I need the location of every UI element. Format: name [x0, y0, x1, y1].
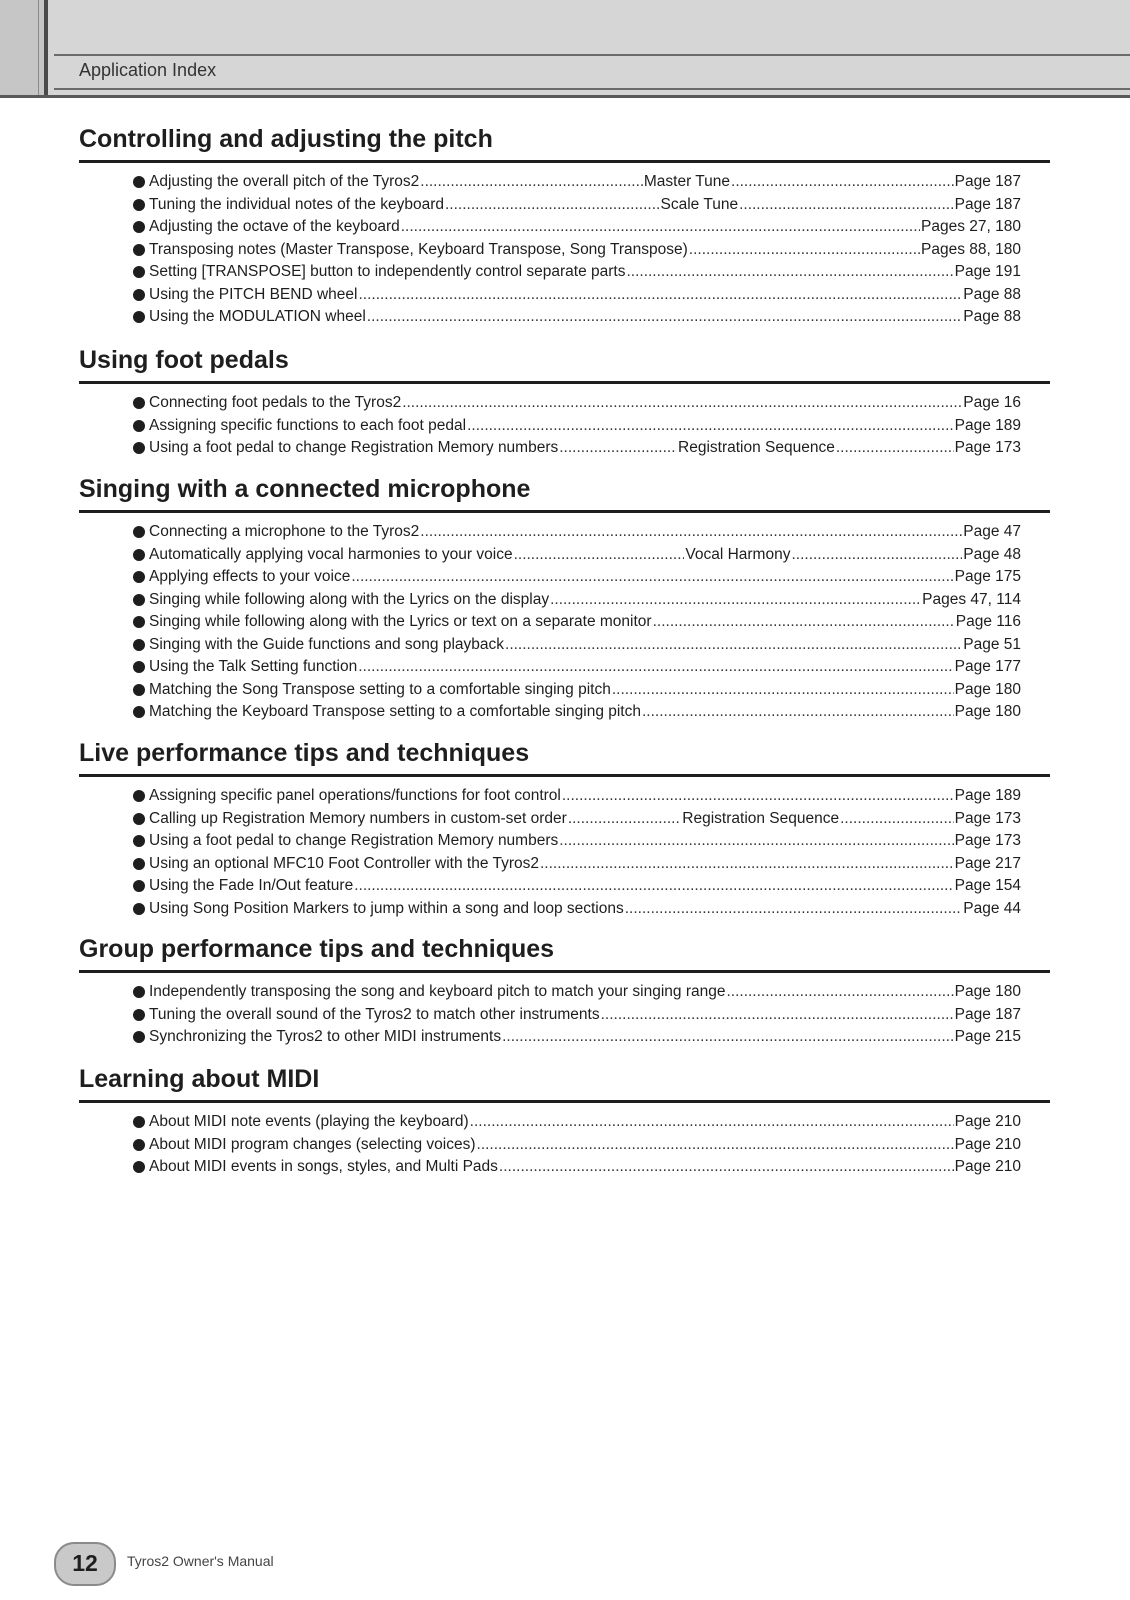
- leader-dots: [726, 981, 953, 1004]
- entry-text: Tuning the overall sound of the Tyros2 to match other instruments: [149, 1005, 600, 1023]
- section-title: Controlling and adjusting the pitch: [79, 125, 493, 153]
- index-entry: [133, 830, 1021, 853]
- index-entry: [133, 1156, 1021, 1179]
- entry-text: Assigning specific functions to each foot pedal: [149, 416, 467, 434]
- page-reference: Page 180: [954, 680, 1021, 698]
- entry-text: Independently transposing the song and keyboard pitch to match your singing range: [149, 983, 726, 1000]
- entry-text: Using a foot pedal to change Registration Memory numbers: [149, 832, 559, 849]
- leader-dots: [689, 239, 920, 262]
- entry-text: Using an optional MFC10 Foot Controller with the Tyros2: [149, 854, 539, 872]
- bullet-icon: [133, 176, 145, 188]
- entry-text: Connecting foot pedals to the Tyros2: [149, 394, 402, 411]
- bullet-icon: [133, 266, 145, 278]
- leader-dots: [467, 415, 954, 438]
- leader-dots: [626, 261, 953, 284]
- page-reference: Page 47: [963, 523, 1021, 540]
- bullet-icon: [133, 706, 145, 718]
- index-list: [79, 392, 1050, 460]
- bullet-icon: [133, 639, 145, 651]
- leader-dots: [731, 171, 954, 194]
- bullet-icon: [133, 549, 145, 561]
- index-list: [79, 171, 1050, 329]
- page-number-badge: [54, 1542, 116, 1586]
- bullet-icon: [133, 1161, 145, 1173]
- index-entry: [133, 392, 1021, 415]
- index-section: [79, 1064, 1050, 1179]
- entry-reference: Registration Sequence: [682, 809, 840, 827]
- header-tab-inner-rule: [0, 0, 39, 95]
- leader-dots: [499, 1156, 954, 1179]
- entry-text: Calling up Registration Memory numbers in custom-set order: [149, 809, 567, 827]
- page-reference: Pages 47, 114: [922, 590, 1021, 608]
- leader-dots: [358, 284, 962, 307]
- manual-title: Tyros2 Owner's Manual: [127, 1553, 274, 1569]
- leader-dots: [477, 1134, 954, 1157]
- page-header: [0, 0, 1130, 98]
- leader-dots: [358, 656, 953, 679]
- section-rule: [79, 381, 1050, 384]
- page-reference: Page 44: [963, 899, 1021, 917]
- index-entry: [133, 701, 1021, 724]
- entry-text: Using the PITCH BEND wheel: [149, 285, 358, 303]
- index-list: [79, 1111, 1050, 1179]
- bullet-icon: [133, 813, 145, 825]
- page-reference: Page 187: [954, 195, 1021, 213]
- index-entry: [133, 306, 1021, 329]
- entry-text: About MIDI note events (playing the keyboard): [149, 1113, 469, 1130]
- leader-dots: [445, 194, 660, 217]
- header-title: Application Index: [79, 60, 217, 80]
- entry-text: Applying effects to your voice: [149, 568, 351, 585]
- section-title: Group performance tips and techniques: [79, 935, 555, 963]
- page-reference: Page 48: [963, 545, 1021, 563]
- leader-dots: [420, 521, 962, 544]
- index-entry: [133, 1026, 1021, 1049]
- page-reference: Page 180: [954, 703, 1021, 720]
- bullet-icon: [133, 858, 145, 870]
- leader-dots: [540, 853, 954, 876]
- entry-text: Using the Fade In/Out feature: [149, 877, 354, 894]
- index-section: [79, 345, 1050, 460]
- entry-reference: Vocal Harmony: [685, 545, 791, 563]
- index-entry: [133, 171, 1021, 194]
- section-title: Using foot pedals: [79, 346, 289, 374]
- entry-text: Singing with the Guide functions and song playback: [149, 635, 505, 653]
- index-entry: [133, 284, 1021, 307]
- page-reference: Page 210: [954, 1113, 1021, 1130]
- section-rule: [79, 774, 1050, 777]
- page-reference: Page 189: [954, 416, 1021, 434]
- page-reference: Page 210: [954, 1135, 1021, 1153]
- index-list: [79, 521, 1050, 724]
- leader-dots: [562, 785, 954, 808]
- page-reference: Page 116: [955, 613, 1021, 630]
- bullet-icon: [133, 1139, 145, 1151]
- bullet-icon: [133, 420, 145, 432]
- leader-dots: [840, 808, 953, 831]
- section-rule: [79, 1100, 1050, 1103]
- index-section: [79, 738, 1050, 920]
- index-entry: [133, 875, 1021, 898]
- entry-reference: Scale Tune: [660, 195, 739, 213]
- section-title: Live performance tips and techniques: [79, 739, 530, 767]
- entry-text: Transposing notes (Master Transpose, Keyboard Transpose, Song Transpose): [149, 240, 688, 258]
- leader-dots: [642, 701, 954, 724]
- index-entry: [133, 1004, 1021, 1027]
- index-list: [79, 785, 1050, 920]
- leader-dots: [739, 194, 954, 217]
- bullet-icon: [133, 684, 145, 696]
- bullet-icon: [133, 311, 145, 323]
- index-entry: [133, 521, 1021, 544]
- leader-dots: [402, 392, 962, 415]
- bullet-icon: [133, 661, 145, 673]
- entry-text: Singing while following along with the Lyrics or text on a separate monitor: [149, 613, 652, 630]
- page-reference: Page 175: [954, 568, 1021, 585]
- index-entry: [133, 216, 1021, 239]
- entry-text: Assigning specific panel operations/functions for foot control: [149, 787, 561, 804]
- index-entry: [133, 1134, 1021, 1157]
- entry-text: Tuning the individual notes of the keyboard: [149, 195, 444, 213]
- index-section: [79, 124, 1050, 329]
- entry-text: Using Song Position Markers to jump within a song and loop sections: [149, 899, 624, 917]
- index-entry: [133, 239, 1021, 262]
- page-reference: Page 187: [954, 1005, 1021, 1023]
- index-section: [79, 474, 1050, 724]
- bullet-icon: [133, 880, 145, 892]
- index-entry: [133, 853, 1021, 876]
- bullet-icon: [133, 986, 145, 998]
- header-base-rule: [0, 95, 1130, 98]
- leader-dots: [514, 544, 685, 567]
- entry-text: Automatically applying vocal harmonies to your voice: [149, 545, 513, 563]
- index-entry: [133, 437, 1021, 460]
- page-reference: Page 88: [963, 285, 1021, 303]
- entry-text: Synchronizing the Tyros2 to other MIDI instruments: [149, 1028, 502, 1045]
- leader-dots: [601, 1004, 954, 1027]
- entry-text: Connecting a microphone to the Tyros2: [149, 523, 420, 540]
- leader-dots: [625, 898, 963, 921]
- entry-reference: Master Tune: [643, 173, 731, 190]
- page-reference: Page 177: [954, 658, 1021, 675]
- bullet-icon: [133, 790, 145, 802]
- entry-text: Using a foot pedal to change Registration Memory numbers: [149, 439, 559, 456]
- index-entry: [133, 544, 1021, 567]
- bullet-icon: [133, 903, 145, 915]
- entry-text: Using the Talk Setting function: [149, 658, 358, 675]
- bullet-icon: [133, 571, 145, 583]
- leader-dots: [550, 589, 921, 612]
- bullet-icon: [133, 1116, 145, 1128]
- entry-text: About MIDI program changes (selecting voices): [149, 1135, 476, 1153]
- leader-dots: [559, 437, 677, 460]
- entry-text: About MIDI events in songs, styles, and Multi Pads: [149, 1158, 498, 1175]
- leader-dots: [420, 171, 643, 194]
- bullet-icon: [133, 442, 145, 454]
- bullet-icon: [133, 199, 145, 211]
- header-top-rule: [54, 54, 1130, 56]
- page-reference: Page 173: [954, 832, 1021, 849]
- index-entry: [133, 656, 1021, 679]
- entry-reference: Registration Sequence: [678, 439, 835, 456]
- bullet-icon: [133, 289, 145, 301]
- index-entry: [133, 981, 1021, 1004]
- page-reference: Page 154: [954, 877, 1021, 894]
- leader-dots: [470, 1111, 954, 1134]
- bullet-icon: [133, 244, 145, 256]
- entry-text: Matching the Song Transpose setting to a comfortable singing pitch: [149, 680, 611, 698]
- index-entry: [133, 566, 1021, 589]
- bullet-icon: [133, 526, 145, 538]
- leader-dots: [351, 566, 953, 589]
- bullet-icon: [133, 1009, 145, 1021]
- page-reference: Page 191: [954, 263, 1021, 280]
- leader-dots: [401, 216, 920, 239]
- page-reference: Page 210: [954, 1158, 1021, 1175]
- page-reference: Page 173: [954, 439, 1021, 456]
- section-title: Singing with a connected microphone: [79, 475, 531, 503]
- page-reference: Page 173: [954, 809, 1021, 827]
- section-title: Learning about MIDI: [79, 1065, 320, 1093]
- index-entry: [133, 679, 1021, 702]
- bullet-icon: [133, 835, 145, 847]
- leader-dots: [612, 679, 954, 702]
- bullet-icon: [133, 397, 145, 409]
- bullet-icon: [133, 616, 145, 628]
- page-number: 12: [72, 1550, 98, 1576]
- leader-dots: [502, 1026, 954, 1049]
- bullet-icon: [133, 594, 145, 606]
- index-entry: [133, 194, 1021, 217]
- leader-dots: [791, 544, 962, 567]
- page-reference: Page 180: [954, 983, 1021, 1000]
- page-reference: Page 189: [954, 787, 1021, 804]
- page-reference: Page 16: [963, 394, 1021, 411]
- page-reference: Page 88: [963, 308, 1021, 325]
- entry-text: Using the MODULATION wheel: [149, 308, 366, 325]
- leader-dots: [354, 875, 953, 898]
- page-reference: Page 215: [954, 1028, 1021, 1045]
- page-reference: Pages 88, 180: [921, 240, 1021, 258]
- bullet-icon: [133, 1031, 145, 1043]
- leader-dots: [653, 611, 955, 634]
- index-entry: [133, 898, 1021, 921]
- entry-text: Setting [TRANSPOSE] button to independently control separate parts: [149, 263, 626, 280]
- index-entry: [133, 785, 1021, 808]
- leader-dots: [836, 437, 954, 460]
- index-list: [79, 981, 1050, 1049]
- entry-text: Adjusting the octave of the keyboard: [149, 218, 400, 235]
- entry-text: Singing while following along with the Lyrics on the display: [149, 590, 550, 608]
- section-rule: [79, 160, 1050, 163]
- page-reference: Page 217: [954, 854, 1021, 872]
- page-reference: Pages 27, 180: [921, 218, 1021, 235]
- bullet-icon: [133, 221, 145, 233]
- entry-text: Matching the Keyboard Transpose setting to a comfortable singing pitch: [149, 703, 641, 720]
- index-entry: [133, 808, 1021, 831]
- index-section: [79, 934, 1050, 1049]
- leader-dots: [559, 830, 953, 853]
- index-entry: [133, 611, 1021, 634]
- leader-dots: [367, 306, 962, 329]
- index-entry: [133, 589, 1021, 612]
- index-entry: [133, 1111, 1021, 1134]
- section-rule: [79, 970, 1050, 973]
- header-bottom-rule: [54, 88, 1130, 90]
- index-entry: [133, 415, 1021, 438]
- leader-dots: [505, 634, 962, 657]
- page-reference: Page 187: [954, 173, 1021, 190]
- entry-text: Adjusting the overall pitch of the Tyros2: [149, 173, 420, 190]
- index-entry: [133, 261, 1021, 284]
- leader-dots: [568, 808, 681, 831]
- section-rule: [79, 510, 1050, 513]
- index-entry: [133, 634, 1021, 657]
- page-reference: Page 51: [963, 635, 1021, 653]
